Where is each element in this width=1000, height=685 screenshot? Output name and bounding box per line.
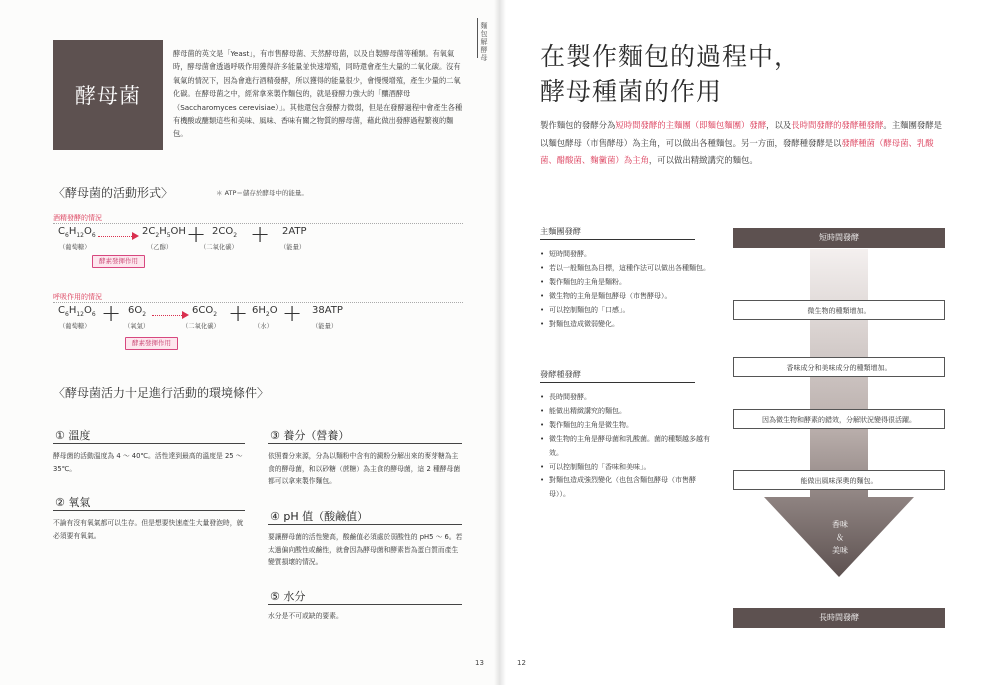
main-dough-list (540, 248, 715, 331)
flow-box-decomposition: 因為微生物和酵素的錯效，分解狀況變得很活躍。 (733, 409, 945, 429)
arrow-text-aroma: 香味 (832, 520, 848, 529)
condition-water-title: ⑤ 水分 (270, 590, 306, 603)
right-title-line2: 酵母種菌的作用 (540, 77, 723, 106)
starter-rule (540, 382, 695, 383)
list-item: • 可以控制麵包的「口感」。 (540, 304, 715, 318)
condition-water-text: 水分是不可或缺的要素。 (268, 612, 343, 620)
activity-section-title: 〈酵母菌的活動形式〉 (53, 186, 174, 200)
resp-co2: $6CO_2$ (192, 305, 218, 318)
alcohol-co2: $2CO_2$ (212, 226, 238, 239)
resp-atp-sub: （能量） (312, 323, 338, 330)
resp-arrow-head (182, 311, 189, 319)
condition-ph-rule (268, 524, 462, 525)
main-dough-heading: 主麵團發酵 (540, 226, 581, 236)
resp-glucose: $C_6H_{12}O_6$ (58, 305, 96, 318)
yeast-intro-text: 酵母菌的英文是「Yeast」，有市售酵母菌、天然酵母菌，以及自製酵母菌等種類。有氧氣時，酵母菌會透過呼吸作用獲得許多能量並快速增殖，同時還會產生大量的二氧化碳。沒有氧氣的情況下，因為會進行酒精發酵，所以獲得的能量很少，會慢慢增殖，產生少量的二氧化碳。在酵母菌之中，經常拿來製作麵包的，就是發酵力強大的「釀酒酵母（Saccharomyces cerevisiae）」。其他還包含發酵力微弱，但是在發酵過程中會產生各種有機酸或醣類這些和美味、風味、香味有關之物質的酵母菌，藉此做出發酵過程繁複的麵包。 (173, 49, 463, 139)
page-number-left: 13 (475, 659, 484, 667)
resp-glucose-sub: （葡萄糖） (59, 323, 91, 330)
condition-ph-title: ④ pH 值（酸鹼值） (270, 510, 369, 523)
resp-co2-sub: （二氧化碳） (182, 323, 220, 330)
resp-arrow-line (152, 315, 184, 316)
alcohol-co2-sub: （二氧化碳） (200, 244, 238, 251)
intro-highlight: 發酵種菌（酵母菌、乳酸菌、醋酸菌、麴黴菌）為主角 (540, 137, 934, 165)
list-item: • 對麵包造成微弱變化。 (540, 318, 715, 332)
yeast-title: 酵母菌 (75, 84, 141, 108)
resp-atp: 38ATP (312, 305, 343, 316)
list-item: • 長時間發酵。 (540, 391, 715, 405)
flow-box-flavor: 香味成分和美味成分的種類增加。 (733, 357, 945, 377)
respiration-label: 呼吸作用的情況 (53, 293, 102, 301)
resp-h2o: $6H_2O$ (252, 305, 278, 318)
list-item: • 微生物的主角是酵母菌和乳酸菌。菌的種類越多越有效。 (540, 433, 715, 461)
flow-box-microbes: 微生物的種類增加。 (733, 300, 945, 320)
intro-segment: ，可以做出精緻講究的麵包。 (648, 155, 758, 165)
starter-heading: 發酵種發酵 (540, 369, 581, 379)
alcohol-plus-1: + (186, 220, 207, 248)
intro-highlight: 長時間發酵的發酵種發酵 (791, 120, 884, 130)
intro-highlight: 短時間發酵的主麵團（即麵包麵團）發酵 (615, 120, 767, 130)
condition-temperature-rule (53, 443, 245, 444)
alcohol-arrow-line (98, 236, 134, 237)
page-number-right: 12 (517, 659, 526, 667)
flow-arrow-text (820, 518, 860, 557)
alcohol-glucose: $C_6H_{12}O_6$ (58, 226, 96, 239)
list-item: • 對麵包造成強烈變化（也包含麵包酵母（市售酵母））。 (540, 474, 715, 502)
side-chapter-label: 麵包解酵母 (480, 22, 488, 62)
resp-plus-3: + (282, 299, 303, 327)
atp-note: ＊ ATP＝儲存於酵母中的能量。 (216, 189, 308, 197)
alcohol-ethanol: $2C_2H_5OH$ (142, 226, 186, 239)
condition-temperature-title: ① 溫度 (55, 429, 91, 442)
resp-plus-1: + (101, 299, 122, 327)
main-dough-rule (540, 239, 695, 240)
arrow-text-taste: 美味 (832, 546, 848, 555)
list-item: • 可以控制麵包的「香味和美味」。 (540, 461, 715, 475)
alcohol-ethanol-sub: （乙醇） (147, 244, 173, 251)
flow-box-deep-flavor: 能做出風味深奧的麵包。 (733, 470, 945, 490)
intro-segment: 製作麵包的發酵分為 (540, 120, 616, 130)
list-item: • 短時間發酵。 (540, 248, 715, 262)
condition-oxygen-rule (53, 510, 245, 511)
condition-water-rule (268, 604, 462, 605)
list-item: • 能做出精緻講究的麵包。 (540, 405, 715, 419)
alcohol-plus-2: + (250, 220, 271, 248)
resp-o2-sub: （氧氣） (124, 323, 150, 330)
condition-oxygen-title: ② 氧氣 (55, 496, 91, 509)
list-item: • 若以一般麵包為目標，這種作法可以做出各種麵包。 (540, 262, 715, 276)
resp-h2o-sub: （水） (254, 323, 273, 330)
intro-segment: 。主麵團發酵是以麵包酵母（市售酵母）為主角，可以做出各種麵包。另一方面，發酵種發酵是以 (540, 120, 942, 148)
alcohol-glucose-sub: （葡萄糖） (59, 244, 91, 251)
arrow-text-amp: ＆ (836, 533, 844, 542)
condition-ph-text: 要讓酵母菌的活性變高，酸鹼值必須處於弱酸性的 pH5 ～ 6。若太過偏向酸性或鹼性，就會因為酵母菌和酵素皆為蛋白質而產生變質損壞的情況。 (268, 533, 463, 566)
alcohol-fermentation-label: 酒精發酵的情況 (53, 214, 102, 222)
book-gutter (494, 0, 506, 685)
flow-short-fermentation-bar: 短時間發酵 (733, 228, 945, 248)
condition-nutrient-rule (268, 443, 462, 444)
alcohol-atp: 2ATP (282, 226, 307, 237)
right-intro-text (540, 117, 945, 170)
list-item: • 微生物的主角是麵包酵母（市售酵母）。 (540, 290, 715, 304)
flow-long-fermentation-bar: 長時間發酵 (733, 608, 945, 628)
alcohol-arrow-head (132, 232, 139, 240)
list-item: • 製作麵包的主角是麵粉。 (540, 276, 715, 290)
starter-list (540, 391, 715, 502)
resp-enzyme-tag: 酵素發揮作用 (125, 337, 178, 350)
environment-section-title: 〈酵母菌活力十足進行活動的環境條件〉 (53, 386, 270, 400)
resp-plus-2: + (228, 299, 249, 327)
alcohol-enzyme-tag: 酵素發揮作用 (92, 255, 145, 268)
list-item: • 製作麵包的主角是微生物。 (540, 419, 715, 433)
condition-nutrient-title: ③ 養分（營養） (270, 429, 350, 442)
side-divider (477, 18, 478, 58)
right-title-line1: 在製作麵包的過程中， (540, 42, 801, 71)
condition-temperature-text: 酵母菌的活動溫度為 4 ～ 40℃。活性達到最高的溫度是 25 ～ 35℃。 (53, 452, 243, 473)
yeast-title-box (53, 40, 163, 150)
condition-oxygen-text: 不論有沒有氧氣都可以生存。但是想要快速產生大量發泡時，就必須要有氧氣。 (53, 519, 244, 540)
alcohol-atp-sub: （能量） (280, 244, 306, 251)
intro-segment: ，以及 (766, 120, 792, 130)
resp-o2: $6O_2$ (128, 305, 147, 318)
condition-nutrient-text: 依照養分來源，分為以麵粉中含有的澱粉分解出來的麥芽糖為主食的酵母菌，和以砂糖（蔗糖）為主食的酵母菌，這 2 種酵母菌都可以拿來製作麵包。 (268, 452, 461, 485)
